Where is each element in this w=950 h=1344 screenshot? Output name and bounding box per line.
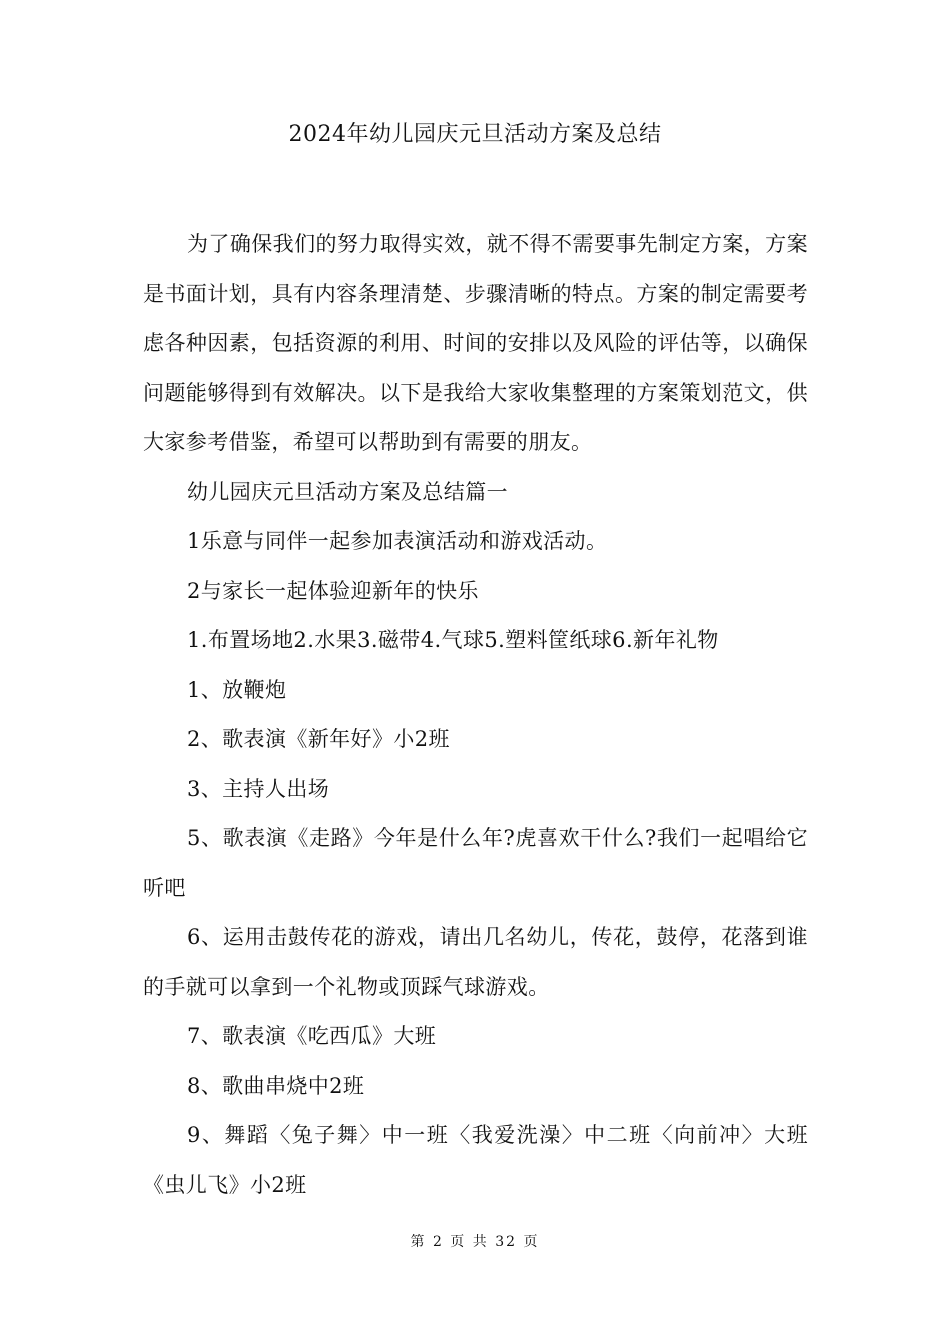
procedure-item-8: 8、歌曲串烧中2班 — [187, 1073, 365, 1098]
goal-item-1: 1乐意与同伴一起参加表演活动和游戏活动。 — [187, 529, 608, 553]
page-number-footer: 第 2 页 共 32 页 — [410, 1234, 540, 1250]
document-title: 2024年幼儿园庆元旦活动方案及总结 — [288, 122, 662, 147]
procedure-item-1: 1、放鞭炮 — [187, 677, 287, 702]
section-heading: 幼儿园庆元旦活动方案及总结篇一 — [187, 479, 508, 504]
intro-paragraph: 为了确保我们的努力取得实效，就不得不需要事先制定方案，方案是书面计划，具有内容条理清楚、步骤清晰的特点。方案的制定需要考虑各种因素，包括资源的利用、时间的安排以及风险的评估等，以确保问题能够得到有效解决。以下是我给大家收集整理的方案策划范文，供大家参考借鉴，希望可以帮助到有需要的朋友。 — [143, 232, 808, 454]
procedure-item-9: 9、舞蹈〈兔子舞〉中一班〈我爱洗澡〉中二班〈向前冲〉大班《虫儿飞》小2班 — [143, 1123, 808, 1197]
procedure-item-7: 7、歌表演《吃西瓜》大班 — [187, 1024, 437, 1048]
materials-list: 1.布置场地2.水果3.磁带4.气球5.塑料筐纸球6.新年礼物 — [187, 628, 719, 652]
goal-item-2: 2与家长一起体验迎新年的快乐 — [187, 578, 479, 603]
procedure-item-3: 3、主持人出场 — [187, 776, 330, 801]
procedure-item-6: 6、运用击鼓传花的游戏，请出几名幼儿，传花，鼓停，花落到谁的手就可以拿到一个礼物或顶踩气球游戏。 — [143, 925, 808, 999]
procedure-item-2: 2、歌表演《新年好》小2班 — [187, 727, 450, 751]
document-body — [143, 220, 808, 1210]
procedure-item-5: 5、歌表演《走路》今年是什么年?虎喜欢干什么?我们一起唱给它听吧 — [143, 826, 808, 900]
